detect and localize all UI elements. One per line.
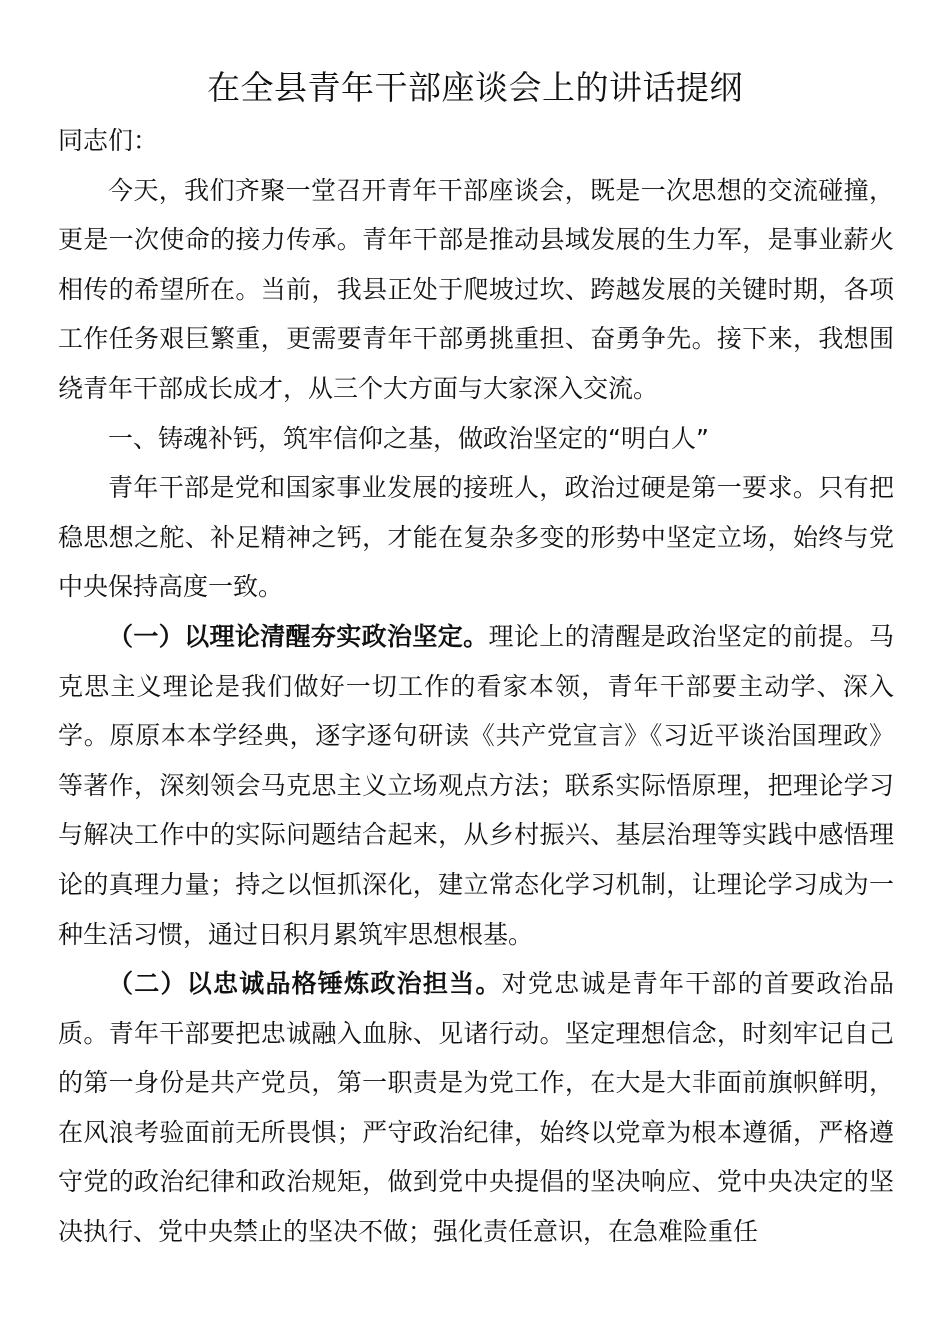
subsection-2-lead: （二）以忠诚品格锤炼政治担当。 (108, 969, 502, 999)
subsection-2-text: 对党忠诚是青年干部的首要政治品质。青年干部要把忠诚融入血脉、见诸行动。坚定理想信念，时刻牢记自己的第一身份是共产党员，第一职责是为党工作，在大是大非面前旗帜鲜明，在风浪考验面前无所畏惧；严守政治纪律，始终以党章为根本遵循，严格遵守党的政治纪律和政治规矩，做到党中央提倡的坚决响应、党中央决定的坚决执行、党中央禁止的坚决不做；强化责任意识，在急难险重任 (58, 969, 894, 1247)
document-body (58, 116, 894, 1257)
salutation: 同志们： (58, 126, 159, 155)
subsection-1-lead: （一）以理论清醒夯实政治坚定。 (108, 621, 489, 651)
subsection-2-paragraph (58, 959, 894, 1257)
section-1-intro-paragraph: 青年干部是党和国家事业发展的接班人，政治过硬是第一要求。只有把稳思想之舵、补足精神之钙，才能在复杂多变的形势中坚定立场，始终与党中央保持高度一致。 (58, 473, 894, 602)
section-heading-1: 一、铸魂补钙，筑牢信仰之基，做政治坚定的“明白人” (108, 423, 709, 453)
subsection-1-paragraph (58, 612, 894, 959)
document-title: 在全县青年干部座谈会上的讲话提纲 (207, 68, 743, 107)
intro-paragraph: 今天，我们齐聚一堂召开青年干部座谈会，既是一次思想的交流碰撞，更是一次使命的接力传承。青年干部是推动县域发展的生力军，是事业薪火相传的希望所在。当前，我县正处于爬坡过坎、跨越发展的关键时期，各项工作任务艰巨繁重，更需要青年干部勇挑重担、奋勇争先。接下来，我想围绕青年干部成长成才，从三个大方面与大家深入交流。 (58, 175, 894, 403)
subsection-1-text: 理论上的清醒是政治坚定的前提。马克思主义理论是我们做好一切工作的看家本领，青年干部要主动学、深入学。原原本本学经典，逐字逐句研读《共产党宣言》《习近平谈治国理政》等著作，深刻领会马克思主义立场观点方法；联系实际悟原理，把理论学习与解决工作中的实际问题结合起来，从乡村振兴、基层治理等实践中感悟理论的真理力量；持之以恒抓深化，建立常态化学习机制，让理论学习成为一种生活习惯，通过日积月累筑牢思想根基。 (58, 621, 894, 949)
